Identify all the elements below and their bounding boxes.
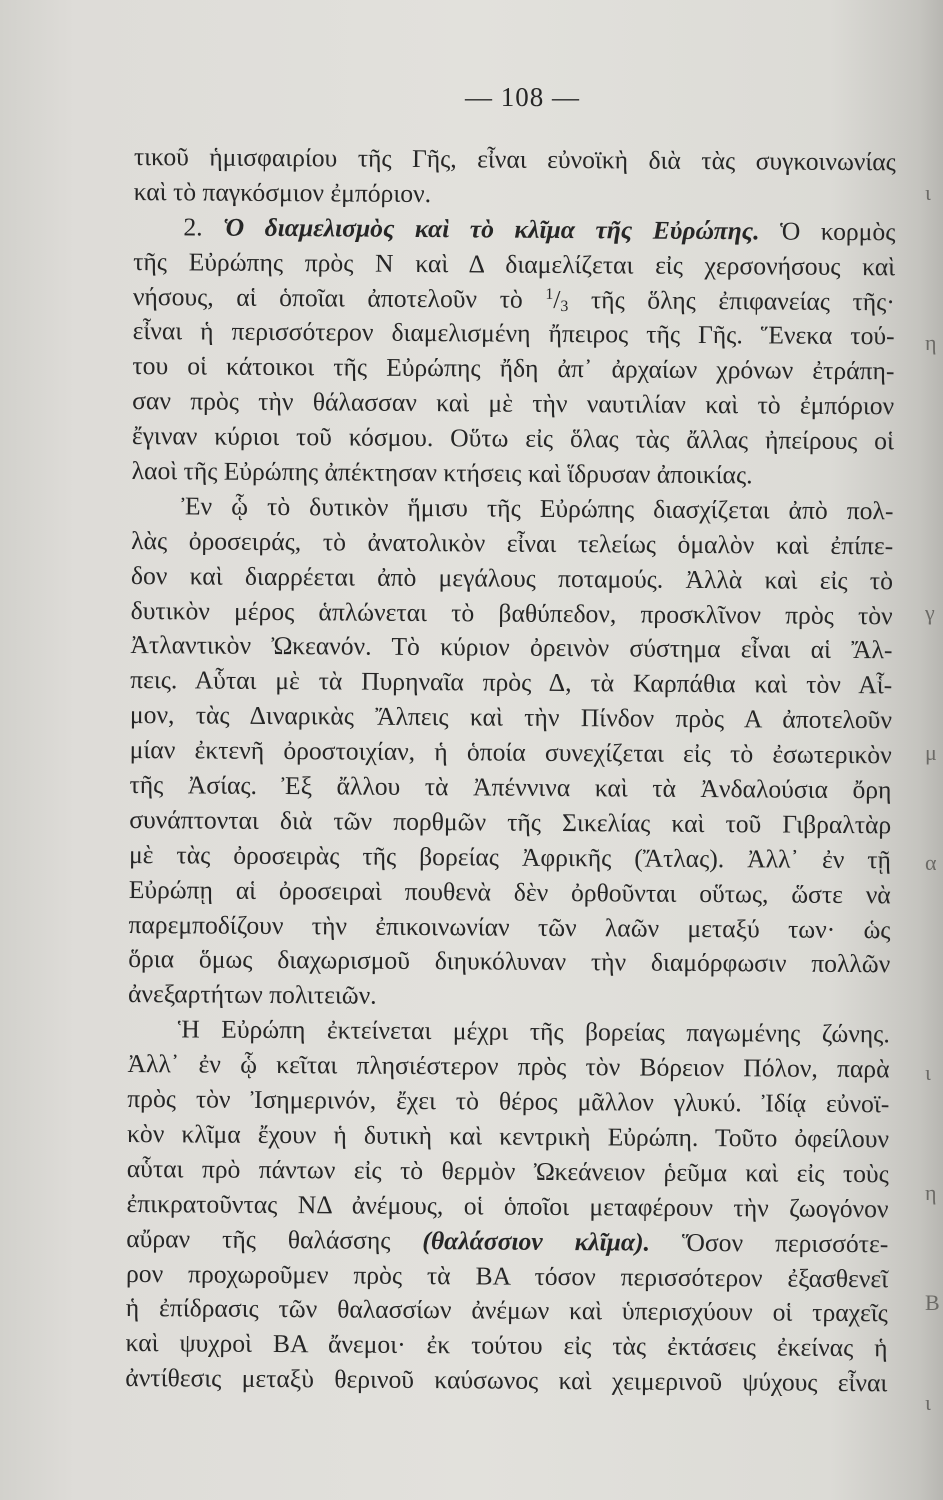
text-line: μίαν ἐκτενῆ ὀροστοιχίαν, ἡ ὁποία συνεχίζεται εἰς τὸ ἐσωτερικὸν [129,735,892,770]
text-line: ἀντίθεσις μεταξὺ θερινοῦ καύσωνος καὶ χειμερινοῦ ψύχους εἶναι [125,1363,888,1398]
text-line: εἶναι ἡ περισσότερον διαμελισμένη ἤπειρος τῆς Γῆς. Ἕνεκα τού- [132,316,895,351]
text-line: κὸν κλῖμα ἔχουν ἡ δυτικὴ καὶ κεντρικὴ Εὐρώπη. Τοῦτο ὀφείλουν [126,1118,890,1154]
text-line: δυτικὸν μέρος ἁπλώνεται τὸ βαθύπεδον, προσκλῖνον πρὸς τὸν [130,595,893,630]
text-line: τικοῦ ἡμισφαιρίου τῆς Γῆς, εἶναι εὐνοϊκὴ διὰ τὰς συγκοινωνίας [133,141,896,177]
margin-fragment: ι [925,180,931,205]
paragraph-3 [128,489,894,1018]
text-line: παρεμποδίζουν τὴν ἐπικοινωνίαν τῶν λαῶν μεταξύ των· ὡς [128,909,891,944]
text-line: πρὸς τὸν Ἰσημερινόν, ἔχει τὸ θέρος μᾶλλον γλυκύ. Ἰδίᾳ εὐνοϊ- [127,1084,890,1119]
text-line: Ἡ Εὐρώπη ἐκτείνεται μέχρι τῆς βορείας παγωμένης ζώνης. [177,1014,890,1049]
text-fragment: Ὁ κορμὸς [779,216,896,247]
text-fragment: Ὅσον περισσότε- [681,1227,889,1258]
page-number: — 108 — [465,82,580,112]
text-line: ἔγιναν κύριοι τοῦ κόσμου. Οὕτω εἰς ὅλας τὰς ἄλλας ἠπείρους οἱ [131,421,895,456]
text-line: ἀνεξαρτήτων πολιτειῶν. [127,979,377,1011]
margin-fragment: γ [925,600,935,625]
text-line: μον, τὰς Διναρικὰς Ἄλπεις καὶ τὴν Πίνδον πρὸς Α ἀποτελοῦν [129,700,893,735]
text-line: λὰς ὀροσειράς, τὸ ἀνατολικὸν εἶναι τελείως ὁμαλὸν καὶ ἐπίπε- [131,525,894,561]
text-line: μὲ τὰς ὀροσειρὰς τῆς βορείας Ἀφρικῆς (Ἄτλας). Ἀλλ᾽ ἐν τῇ [128,839,892,875]
text-line: δον καὶ διαρρέεται ἀπὸ μεγάλους ποταμούς. Ἀλλὰ καὶ εἰς τὸ [130,560,894,595]
text-line: συνάπτονται διὰ τῶν πορθμῶν τῆς Σικελίας καὶ τοῦ Γιβραλτὰρ [129,804,892,840]
margin-fragment: η [925,330,937,355]
margin-fragment: μ [925,740,937,765]
fraction-slash: / [553,284,561,314]
emphasized-term: (θαλάσσιον κλῖμα). [422,1225,651,1257]
text-line: του οἱ κάτοικοι τῆς Εὐρώπης ἤδη ἀπ᾽ ἀρχαίων χρόνων ἐτράπη- [132,351,895,386]
text-line: ἡ ἐπίδρασις τῶν θαλασσίων ἀνέμων καὶ ὑπερισχύουν οἱ τραχεῖς [125,1293,888,1328]
text-line: τῆς Ἀσίας. Ἐξ ἄλλου τὰ Ἀπέννινα καὶ τὰ Ἀνδαλούσια ὄρη [129,770,892,805]
margin-fragment: α [925,850,937,875]
section-heading-line [133,210,895,250]
text-line: πεις. Αὗται μὲ τὰ Πυρηναῖα πρὸς Δ, τὰ Καρπάθια καὶ τὸν Αἷ- [130,665,893,700]
text-line: ἐπικρατοῦντας ΝΔ ἀνέμους, οἱ ὁποῖοι μεταφέρουν τὴν ζωογόνον [126,1188,889,1224]
margin-fragment: ι [925,1060,931,1085]
paragraph-1 [134,140,896,215]
text-fragment: τῆς ὅλης ἐπιφανείας τῆς· [590,284,895,316]
body-text [125,140,896,1401]
margin-fragment: η [925,1180,937,1205]
text-line: καὶ τὸ παγκόσμιον ἐμπόριον. [133,176,432,208]
text-line: ὅρια ὅμως διαχωρισμοῦ διηυκόλυναν τὴν διαμόρφωσιν πολλῶν [128,944,891,979]
fraction-denominator: 3 [560,297,569,315]
text-line [133,280,895,320]
section-heading: Ὁ διαμελισμὸς καὶ τὸ κλῖμα τῆς Εὐρώπης. [223,212,760,246]
text-line: λαοὶ τῆς Εὐρώπης ἀπέκτησαν κτήσεις καὶ ἵδρυσαν ἀποικίας. [131,456,753,490]
text-fragment: νήσους, αἱ ὁποῖαι ἀποτελοῦν τὸ [132,281,523,314]
fraction-numerator: 1 [545,285,554,303]
margin-fragment: ι [925,1390,931,1415]
text-line: Ἐν ᾧ τὸ δυτικὸν ἥμισυ τῆς Εὐρώπης διασχίζεται ἀπὸ πολ- [181,491,894,526]
text-line: Ἀτλαντικὸν Ὠκεανόν. Τὸ κύριον ὀρεινὸν σύστημα εἶναι αἱ Ἄλ- [130,630,893,665]
text-line: καὶ ψυχροὶ ΒΑ ἄνεμοι· ἐκ τούτου εἰς τὰς ἐκτάσεις ἐκείνας ἡ [125,1328,888,1363]
text-line: σαν πρὸς τὴν θάλασσαν καὶ μὲ τὴν ναυτιλίαν καὶ τὸ ἐμπόριον [132,386,895,421]
text-line: Ἀλλ᾽ ἐν ᾧ κεῖται πλησιέστερον πρὸς τὸν Βόρειον Πόλον, παρὰ [127,1049,890,1084]
text-fragment: αὔραν τῆς θαλάσσης [126,1223,391,1255]
section-2 [132,210,896,494]
margin-fragment: Β [925,1290,940,1315]
section-number: 2. [183,212,203,242]
paragraph-4 [125,1012,890,1401]
text-line: τῆς Εὐρώπης πρὸς Ν καὶ Δ διαμελίζεται εἰς χερσονήσους καὶ [133,246,896,281]
text-line: ρον προχωροῦμεν πρὸς τὰ ΒΑ τόσον περισσότερον ἐξασθενεῖ [125,1258,889,1293]
text-line [126,1222,888,1262]
text-line: Εὐρώπῃ αἱ ὀροσειραὶ πουθενὰ δὲν ὀρθοῦνται οὕτως, ὥστε νὰ [128,874,891,910]
text-line: αὗται πρὸ πάντων εἰς τὸ θερμὸν Ὠκεάνειον ῥεῦμα καὶ εἰς τοὺς [126,1153,889,1189]
